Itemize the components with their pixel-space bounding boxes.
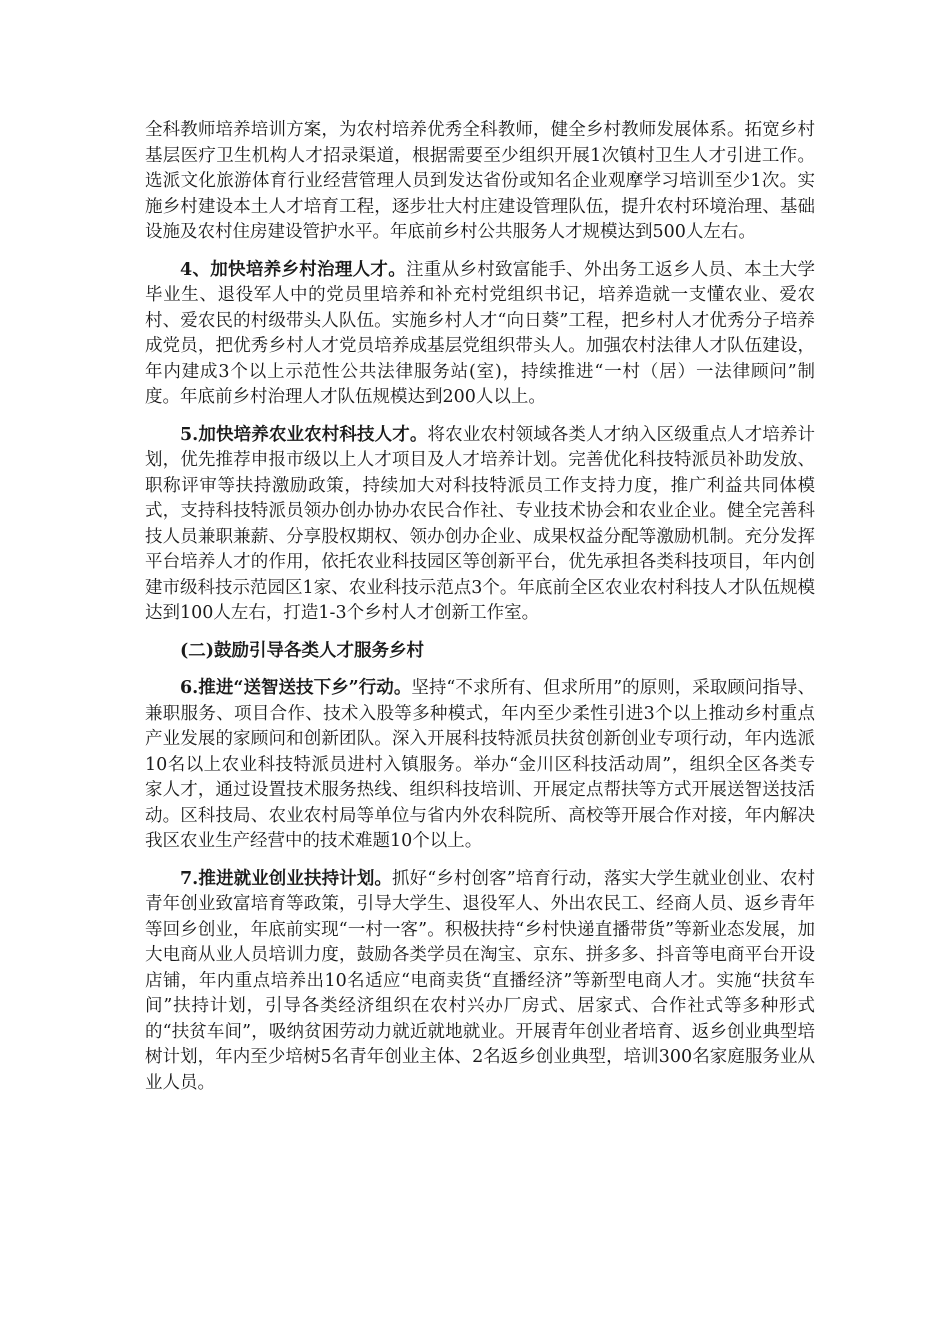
paragraph-text: 注重从乡村致富能手、外出务工返乡人员、本土大学毕业生、退役军人中的党员里培养和补充村党组织书记，培养造就一支懂农业、爱农村、爱农民的村级带头人队伍。实施乡村人才“向日葵”工程，把乡村人才优秀分子培养成党员，把优秀乡村人才党员培养成基层党组织带头人。加强农村法律人才队伍建设，年内建成3个以上示范性公共法律服务站(室)，持续推进“一村（居）一法律顾问”制度。年底前乡村治理人才队伍规模达到200人以上。 (145, 259, 815, 407)
paragraph-continued (145, 118, 815, 246)
paragraph-text: 将农业农村领域各类人才纳入区级重点人才培养计划，优先推荐申报市级以上人才项目及人才培养计划。完善优化科技特派员补助发放、职称评审等扶持激励政策，持续加大对科技特派员工作支持力度，推广利益共同体模式，支持科技特派员领办创办协办农民合作社、专业技术协会和农业企业。健全完善科技人员兼职兼薪、分享股权期权、领办创办企业、成果权益分配等激励机制。充分发挥平台培养人才的作用，依托农业科技园区等创新平台，优先承担各类科技项目，年内创建市级科技示范园区1家、农业科技示范点3个。年底前全区农业农村科技人才队伍规模达到100人左右，打造1-3个乡村人才创新工作室。 (145, 424, 815, 623)
paragraph-heading: 6.推进“送智送技下乡”行动。 (180, 678, 412, 698)
section-heading: (二)鼓励引导各类人才服务乡村 (180, 640, 425, 661)
paragraph-text: 全科教师培养培训方案，为农村培养优秀全科教师，健全乡村教师发展体系。拓宽乡村基层医疗卫生机构人才招录渠道，根据需要至少组织开展1次镇村卫生人才引进工作。选派文化旅游体育行业经营管理人员到发达省份或知名企业观摩学习培训至少1次。实施乡村建设本土人才培育工程，逐步壮大村庄建设管理队伍，提升农村环境治理、基础设施及农村住房建设管护水平。年底前乡村公共服务人才规模达到500人左右。 (145, 120, 815, 242)
paragraph-rural-governance-talent (145, 258, 815, 411)
paragraph-heading: 5.加快培养农业农村科技人才。 (180, 424, 428, 445)
paragraph-heading: 4、加快培养乡村治理人才。 (180, 259, 407, 280)
paragraph-text: 坚持“不求所有、但求所用”的原则，采取顾问指导、兼职服务、项目合作、技术入股等多种模式，年内至少柔性引进3个以上推动乡村重点产业发展的家顾问和创新团队。深入开展科技特派员扶贫创新创业专项行动，年内选派10名以上农业科技特派员进村入镇服务。举办“金川区科技活动周”，组织全区各类专家人才，通过设置技术服务热线、组织科技培训、开展定点帮扶等方式开展送智送技活动。区科技局、农业农村局等单位与省内外农科院所、高校等开展合作对接，年内解决我区农业生产经营中的技术难题10个以上。 (145, 678, 815, 851)
paragraph-employment-entrepreneurship (145, 867, 815, 1097)
paragraph-send-wisdom-tech (145, 676, 815, 855)
document-body (145, 118, 815, 1108)
paragraph-text: 抓好“乡村创客”培育行动，落实大学生就业创业、农村青年创业致富培育等政策，引导大学生、退役军人、外出农民工、经商人员、返乡青年等回乡创业，年底前实现“一村一客”。积极扶持“乡村快递直播带货”等新业态发展，加大电商从业人员培训力度，鼓励各类学员在淘宝、京东、拼多多、抖音等电商平台开设店铺，年内重点培养出10名适应“电商卖货“直播经济”等新型电商人才。实施“扶贫车间”扶持计划，引导各类经济组织在农村兴办厂房式、居家式、合作社式等多种形式的“扶贫车间”，吸纳贫困劳动力就近就地就业。开展青年创业者培育、返乡创业典型培树计划，年内至少培树5名青年创业主体、2名返乡创业典型，培训300名家庭服务业从业人员。 (145, 868, 815, 1093)
paragraph-heading: 7.推进就业创业扶持计划。 (180, 868, 393, 889)
paragraph-agri-tech-talent (145, 423, 815, 627)
